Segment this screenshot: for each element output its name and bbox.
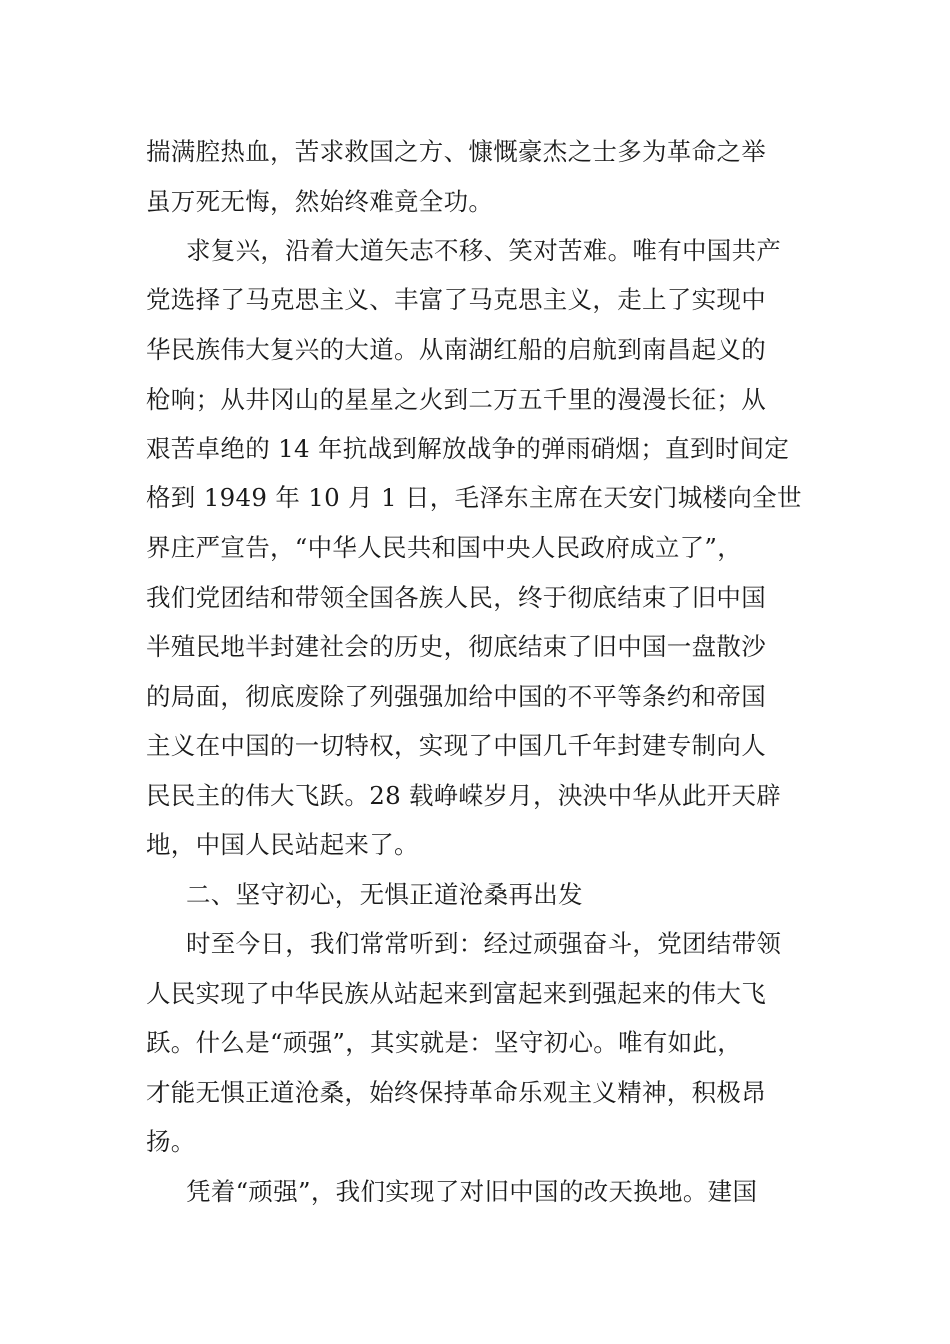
text-line: 民民主的伟大飞跃。28 载峥嵘岁月，泱泱中华从此开天辟 xyxy=(146,781,782,810)
text-line: 党选择了马克思主义、丰富了马克思主义，走上了实现中 xyxy=(146,285,766,314)
paragraph-start-line: 求复兴，沿着大道矢志不移、笑对苦难。唯有中国共产 xyxy=(186,236,782,265)
text-line: 扬。 xyxy=(146,1127,196,1156)
text-line: 人民实现了中华民族从站起来到富起来到强起来的伟大飞 xyxy=(146,979,766,1008)
text-line: 地，中国人民站起来了。 xyxy=(146,830,419,859)
text-line: 华民族伟大复兴的大道。从南湖红船的启航到南昌起义的 xyxy=(146,335,766,364)
text-line: 虽万死无悔，然始终难竟全功。 xyxy=(146,187,494,216)
text-line: 艰苦卓绝的 14 年抗战到解放战争的弹雨硝烟；直到时间定 xyxy=(146,434,790,463)
text-line: 的局面，彻底废除了列强强加给中国的不平等条约和帝国 xyxy=(146,682,766,711)
text-line: 主义在中国的一切特权，实现了中国几千年封建专制向人 xyxy=(146,731,766,760)
text-line: 才能无惧正道沧桑，始终保持革命乐观主义精神，积极昂 xyxy=(146,1078,766,1107)
section-heading: 二、坚守初心，无惧正道沧桑再出发 xyxy=(186,880,583,909)
text-line: 我们党团结和带领全国各族人民，终于彻底结束了旧中国 xyxy=(146,583,766,612)
text-line: 跃。什么是“顽强”，其实就是：坚守初心。唯有如此， xyxy=(146,1028,743,1057)
text-line: 界庄严宣告，“中华人民共和国中央人民政府成立了”， xyxy=(146,533,743,562)
paragraph-start-line: 时至今日，我们常常听到：经过顽强奋斗，党团结带领 xyxy=(186,929,782,958)
text-line: 格到 1949 年 10 月 1 日，毛泽东主席在天安门城楼向全世 xyxy=(146,483,802,512)
paragraph-start-line: 凭着“顽强”，我们实现了对旧中国的改天换地。建国 xyxy=(186,1177,758,1206)
text-line: 枪响；从井冈山的星星之火到二万五千里的漫漫长征；从 xyxy=(146,385,766,414)
text-line: 半殖民地半封建社会的历史，彻底结束了旧中国一盘散沙 xyxy=(146,632,766,661)
text-line: 揣满腔热血，苦求救国之方、慷慨豪杰之士多为革命之举 xyxy=(146,137,766,166)
